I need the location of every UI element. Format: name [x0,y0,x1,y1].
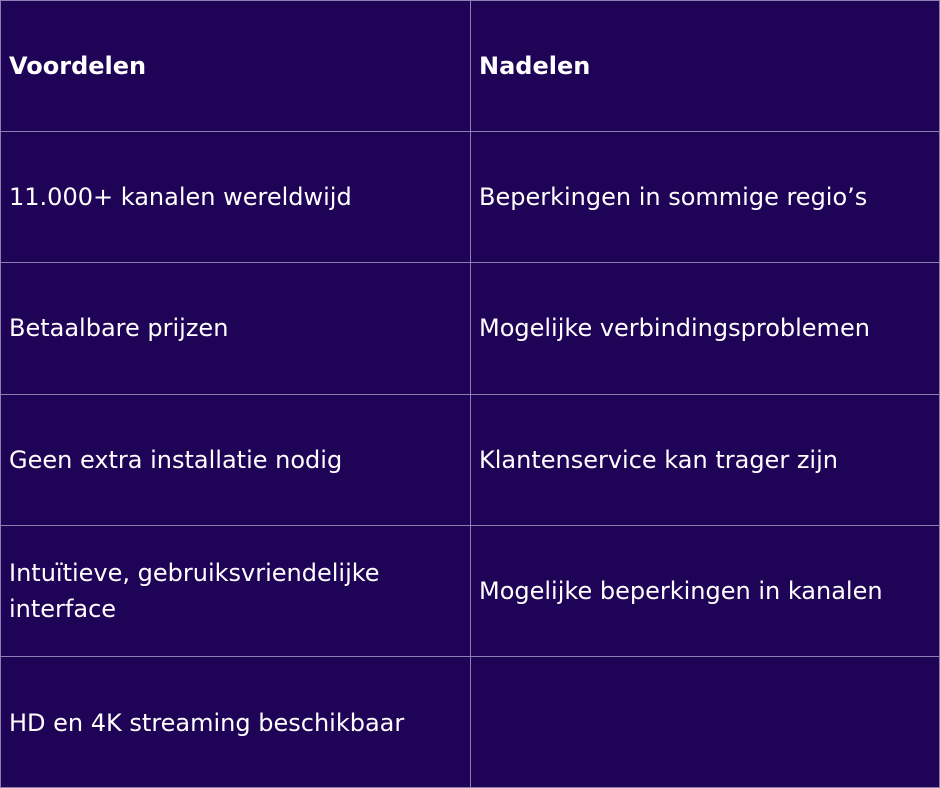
table-row [1,526,939,657]
con-cell: Beperkingen in sommige regio’s [479,183,868,212]
pro-cell: Geen extra installatie nodig [1,395,471,525]
con-cell: Mogelijke beperkingen in kanalen [479,576,883,605]
pro-cell: 11.000+ kanalen wereldwijd [1,132,471,262]
con-cell: Klantenservice kan trager zijn [479,445,838,474]
con-cell: Mogelijke verbindingsproblemen [479,314,870,343]
pro-cell: Betaalbare prijzen [1,263,471,393]
table-row [1,132,939,263]
table-header-row [1,1,939,132]
con-cell [471,657,939,788]
table-row [1,395,939,526]
column-header-cons: Nadelen [479,52,591,81]
column-header-pros: Voordelen [1,1,471,131]
pro-cell: Intuïtieve, gebruiksvriendelijke interface [1,526,471,656]
pro-cell: HD en 4K streaming beschikbaar [1,657,471,788]
table-row [1,263,939,394]
table-row [1,657,939,788]
